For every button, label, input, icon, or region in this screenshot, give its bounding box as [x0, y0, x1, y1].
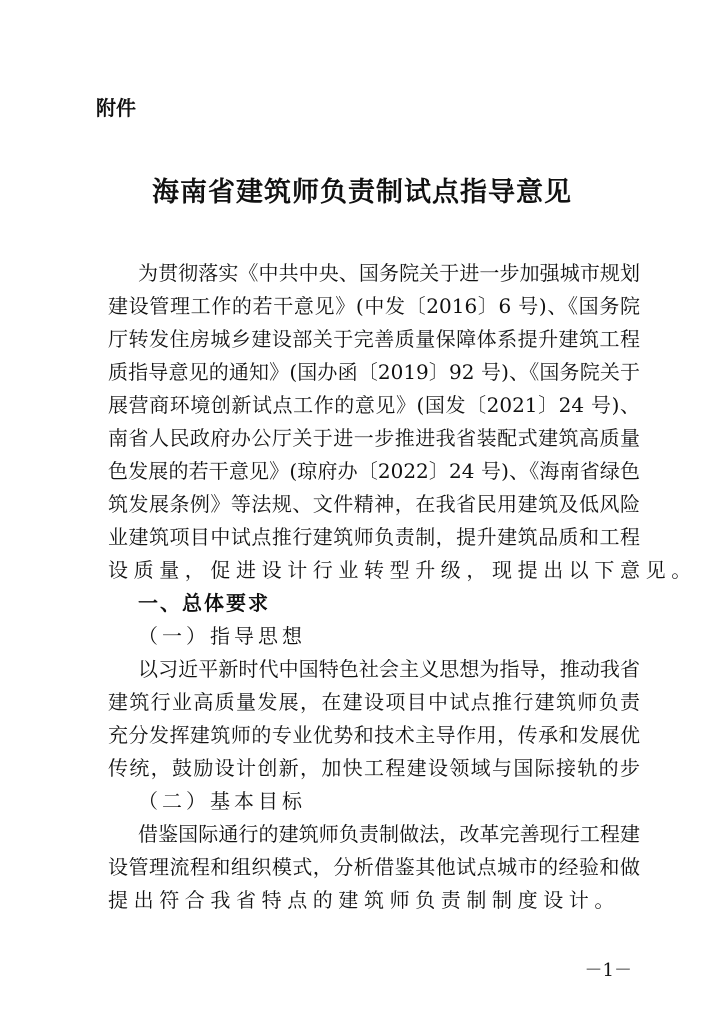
paragraph-line: 筑发展条例》等法规、文件精神，在我省民用建筑及低风险 [108, 492, 640, 516]
attachment-label: 附件 [96, 96, 136, 120]
paragraph-line: 质指导意见的通知》(国办函〔2019〕92 号)、《国务院关于 [108, 360, 640, 384]
paragraph-line: 展营商环境创新试点工作的意见》(国发〔2021〕24 号)、 [108, 393, 640, 417]
subsection-heading: （一）指导思想 [138, 624, 306, 648]
paragraph-line: 传统，鼓励设计创新，加快工程建设领域与国际接轨的步 [108, 756, 640, 780]
paragraph-line: 业建筑项目中试点推行建筑师负责制，提升建筑品质和工程 [108, 525, 640, 549]
paragraph-line: 提出符合我省特点的建筑师负责制制度设计。 [108, 888, 620, 912]
paragraph-line: 借鉴国际通行的建筑师负责制做法，改革完善现行工程建 [138, 822, 640, 846]
paragraph-line: 建筑行业高质量发展，在建设项目中试点推行建筑师负责 [108, 690, 640, 714]
document-title: 海南省建筑师负责制试点指导意见 [152, 177, 572, 208]
paragraph-line: 色发展的若干意见》(琼府办〔2022〕24 号)、《海南省绿色 [108, 459, 640, 483]
paragraph-line: 充分发挥建筑师的专业优势和技术主导作用，传承和发展优 [108, 723, 640, 747]
paragraph-line: 以习近平新时代中国特色社会主义思想为指导，推动我省 [138, 657, 640, 681]
paragraph-line: 为贯彻落实《中共中央、国务院关于进一步加强城市规划 [138, 261, 640, 285]
page-number: －1－ [584, 960, 632, 981]
paragraph-line: 设质量，促进设计行业转型升级，现提出以下意见。 [108, 558, 697, 582]
paragraph-line: 南省人民政府办公厅关于进一步推进我省装配式建筑高质量 [108, 426, 640, 450]
paragraph-line: 建设管理工作的若干意见》(中发〔2016〕6 号)、《国务院 [108, 294, 640, 318]
subsection-heading: （二）基本目标 [138, 789, 306, 813]
section-heading: 一、总体要求 [138, 591, 270, 615]
paragraph-line: 设管理流程和组织模式，分析借鉴其他试点城市的经验和做 [108, 855, 640, 879]
paragraph-line: 厅转发住房城乡建设部关于完善质量保障体系提升建筑工程 [108, 327, 640, 351]
